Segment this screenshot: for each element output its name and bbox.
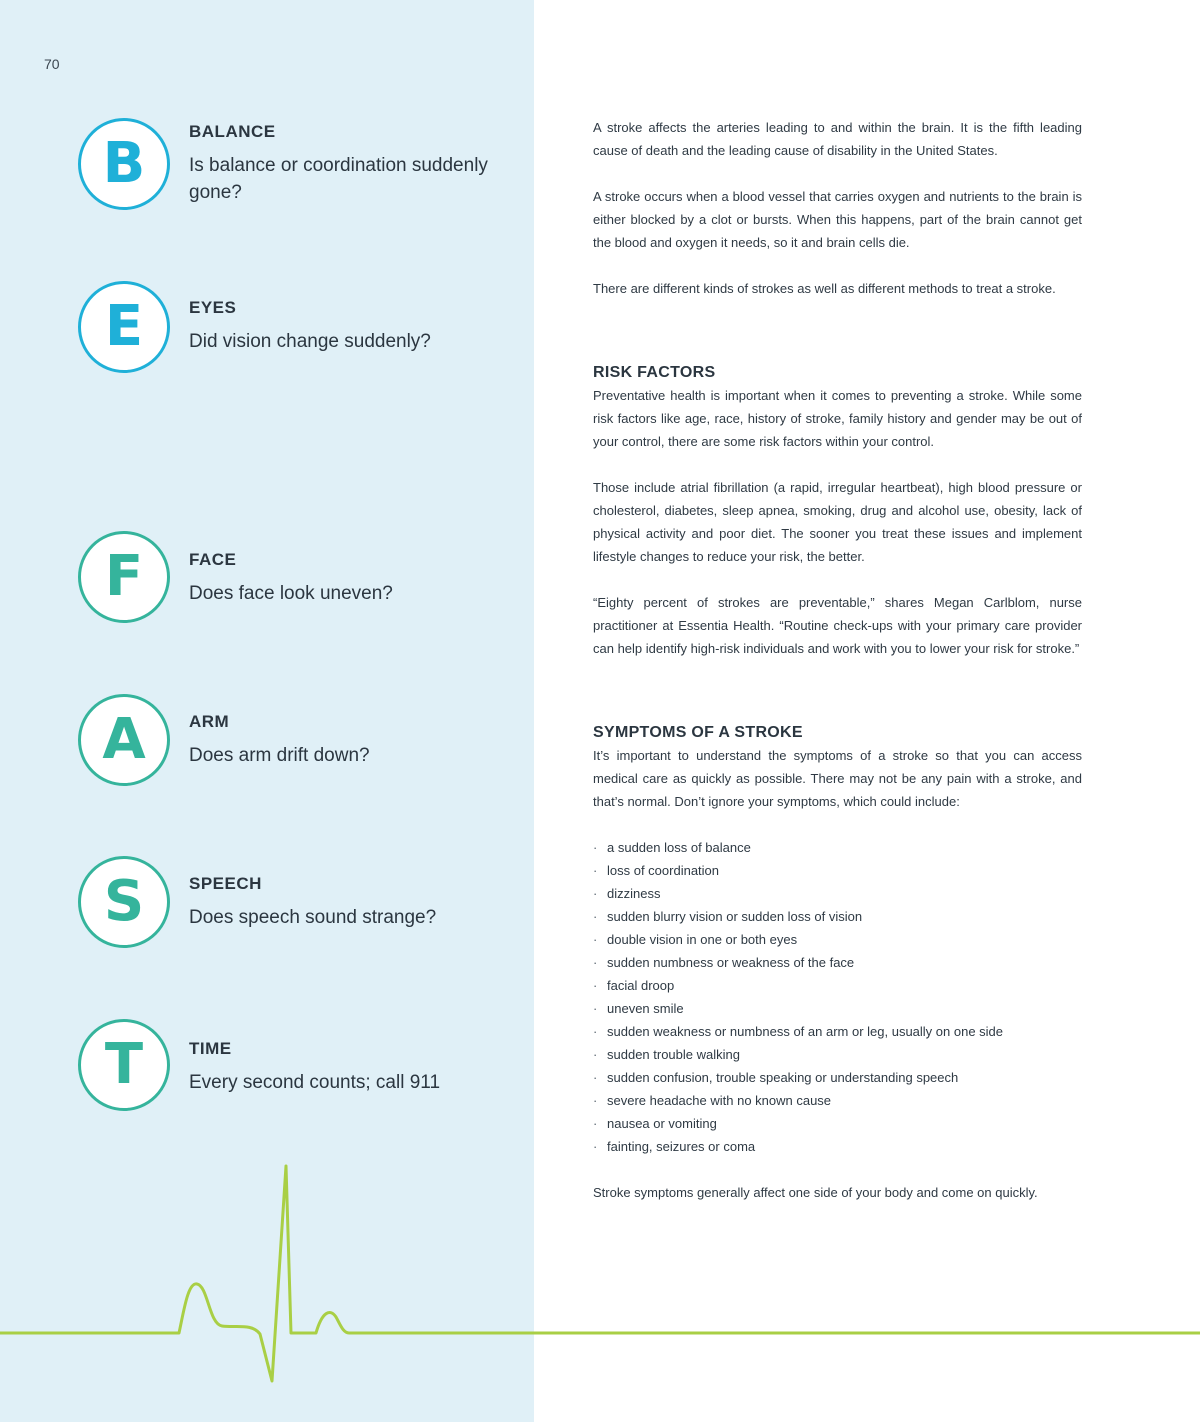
fast-item-face: [78, 531, 518, 623]
risk-paragraph-1: Preventative health is important when it comes to preventing a stroke. While some risk factors like age, race, history of stroke, family history and gender may be out of your control, there are some risk factors within your control.: [593, 388, 1082, 449]
list-item: · uneven smile: [593, 997, 1082, 1020]
list-item: · a sudden loss of balance: [593, 836, 1082, 859]
intro-paragraph-3: There are different kinds of strokes as well as different methods to treat a stroke.: [593, 281, 1056, 296]
list-item: · sudden trouble walking: [593, 1043, 1082, 1066]
symptoms-closing: Stroke symptoms generally affect one side of your body and come on quickly.: [593, 1185, 1038, 1200]
intro-paragraph-1: A stroke affects the arteries leading to and within the brain. It is the fifth leading cause of death and the leading cause of disability in the United States.: [593, 120, 1082, 158]
article-column: [593, 116, 1082, 1227]
fast-item-eyes: [78, 281, 518, 373]
arm-question: Does arm drift down?: [189, 745, 370, 766]
list-item: · facial droop: [593, 974, 1082, 997]
risk-paragraph-2: Those include atrial fibrillation (a rapid, irregular heartbeat), high blood pressure or cholesterol, diabetes, sleep apnea, smoking, drug and alcohol use, obesity, lack of physical activity and poor diet. The sooner you treat these issues and implement lifestyle changes to reduce your risk, the better.: [593, 480, 1082, 564]
eyes-question: Did vision change suddenly?: [189, 331, 431, 352]
letter-a-badge: A: [78, 694, 170, 786]
list-item: · sudden numbness or weakness of the face: [593, 951, 1082, 974]
speech-heading: SPEECH: [189, 874, 262, 893]
symptoms-intro: It’s important to understand the symptoms of a stroke so that you can access medical care as quickly as possible. There may not be any pain with a stroke, and that’s normal. Don’t ignore your symptoms, which could include:: [593, 748, 1082, 809]
balance-question: Is balance or coordination suddenly gone?: [189, 155, 488, 203]
letter-t-badge: T: [78, 1019, 170, 1111]
page-number: 70: [44, 56, 60, 72]
list-item: · dizziness: [593, 882, 1082, 905]
balance-heading: BALANCE: [189, 122, 276, 141]
eyes-heading: EYES: [189, 298, 237, 317]
letter-e-badge: E: [78, 281, 170, 373]
speech-question: Does speech sound strange?: [189, 907, 437, 928]
fast-item-arm: [78, 694, 518, 786]
time-heading: TIME: [189, 1039, 232, 1058]
face-heading: FACE: [189, 550, 237, 569]
list-item: · sudden weakness or numbness of an arm or leg, usually on one side: [593, 1020, 1082, 1043]
arm-heading: ARM: [189, 712, 230, 731]
list-item: · sudden blurry vision or sudden loss of vision: [593, 905, 1082, 928]
face-question: Does face look uneven?: [189, 583, 393, 604]
list-item: · double vision in one or both eyes: [593, 928, 1082, 951]
fast-item-time: [78, 1019, 518, 1111]
risk-factors-heading: RISK FACTORS: [593, 364, 716, 381]
list-item: · severe headache with no known cause: [593, 1089, 1082, 1112]
letter-f-badge: F: [78, 531, 170, 623]
list-item: · nausea or vomiting: [593, 1112, 1082, 1135]
intro-paragraph-2: A stroke occurs when a blood vessel that carries oxygen and nutrients to the brain is either blocked by a clot or bursts. When this happens, part of the brain cannot get the blood and oxygen it needs, so it and brain cells die.: [593, 189, 1082, 250]
symptom-list: [593, 836, 1082, 1158]
list-item: · fainting, seizures or coma: [593, 1135, 1082, 1158]
fast-item-balance: [78, 118, 518, 210]
letter-b-badge: B: [78, 118, 170, 210]
time-question: Every second counts; call 911: [189, 1072, 441, 1093]
list-item: · loss of coordination: [593, 859, 1082, 882]
symptoms-heading: SYMPTOMS OF A STROKE: [593, 724, 803, 741]
risk-paragraph-3: “Eighty percent of strokes are preventable,” shares Megan Carlblom, nurse practitioner at Essentia Health. “Routine check-ups with your primary care provider can help identify high-risk individuals and work with you to lower your risk for stroke.”: [593, 595, 1082, 656]
fast-item-speech: [78, 856, 518, 948]
list-item: · sudden confusion, trouble speaking or understanding speech: [593, 1066, 1082, 1089]
letter-s-badge: S: [78, 856, 170, 948]
